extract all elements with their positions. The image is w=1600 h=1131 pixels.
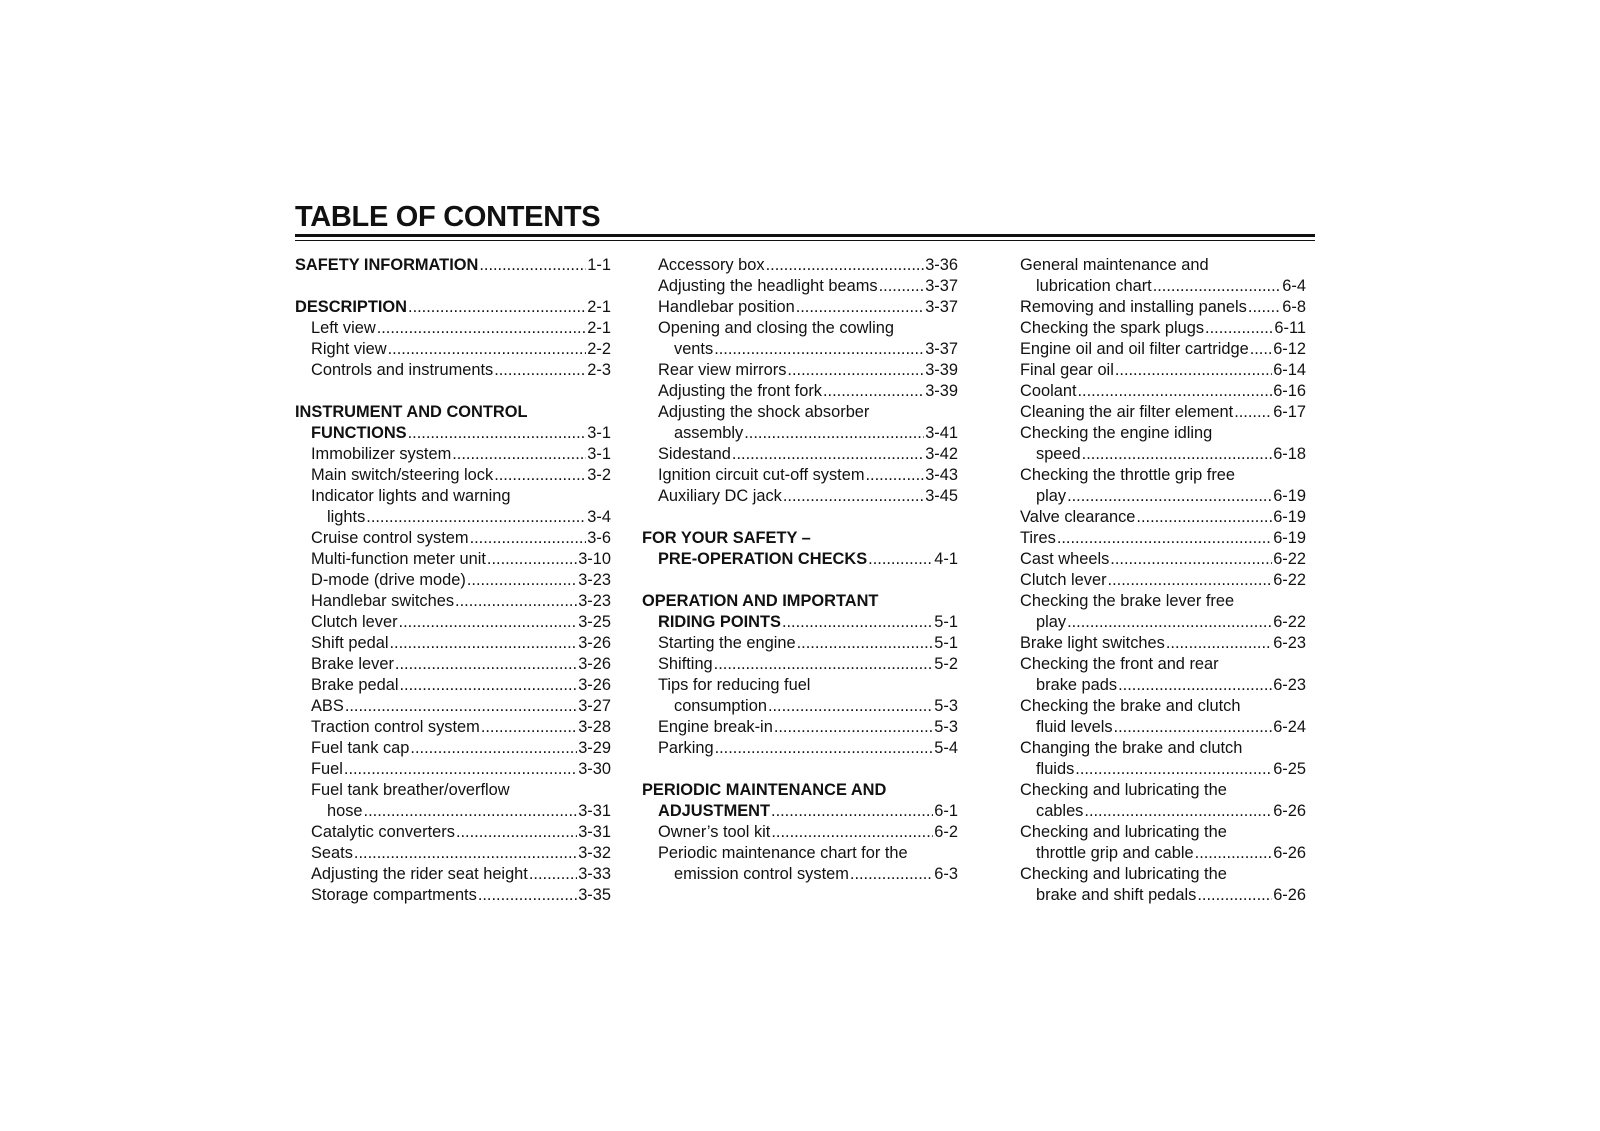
toc-entry-title-line: Checking the engine idling: [1020, 424, 1213, 442]
toc-entry-title-line: Fuel tank breather/overflow: [311, 781, 510, 799]
toc-entry: [1004, 360, 1306, 381]
toc-entry: [295, 696, 611, 717]
toc-page-number: 6-8: [1282, 298, 1306, 316]
dot-leader: [1078, 381, 1273, 402]
title-rule-thick: [295, 234, 1315, 237]
toc-entry-title: Coolant: [1020, 382, 1077, 400]
toc-page-number: 1-1: [587, 256, 611, 274]
toc-entry-title: Accessory box: [658, 256, 765, 274]
toc-entry-title: Cruise control system: [311, 529, 469, 547]
dot-leader: [850, 864, 933, 885]
toc-page-number: 3-39: [925, 361, 958, 379]
toc-entry: [1004, 528, 1306, 549]
toc-entry-title: brake pads: [1036, 676, 1118, 694]
toc-page-number: 6-12: [1273, 340, 1306, 358]
toc-entry: [295, 528, 611, 549]
toc-entry-title: Seats: [311, 844, 353, 862]
toc-page-number: 3-25: [578, 613, 611, 631]
toc-entry: [295, 675, 611, 696]
dot-leader: [410, 738, 577, 759]
dot-leader: [1250, 339, 1273, 360]
toc-entry-title: Valve clearance: [1020, 508, 1136, 526]
toc-page-number: 3-23: [578, 571, 611, 589]
toc-entry: [1004, 465, 1306, 507]
toc-page-number: 3-36: [925, 256, 958, 274]
toc-page-number: 3-43: [925, 466, 958, 484]
toc-entry: [642, 843, 958, 885]
dot-leader: [481, 717, 577, 738]
toc-entry-title: PRE-OPERATION CHECKS: [658, 550, 868, 568]
toc-section-entry: [642, 528, 958, 570]
toc-entry: [295, 843, 611, 864]
dot-leader: [345, 696, 577, 717]
toc-entry-title: Cast wheels: [1020, 550, 1110, 568]
toc-entry-title-line: Periodic maintenance chart for the: [658, 844, 908, 862]
toc-entry-title: Parking: [658, 739, 714, 757]
toc-page-number: 3-30: [578, 760, 611, 778]
toc-entry-title: Brake light switches: [1020, 634, 1165, 652]
toc-column-3: [1004, 255, 1306, 906]
toc-page-number: 3-37: [925, 277, 958, 295]
toc-page-number: 5-2: [934, 655, 958, 673]
toc-page-number: 3-1: [587, 445, 611, 463]
toc-entry: [1004, 864, 1306, 906]
toc-entry: [1004, 570, 1306, 591]
dot-leader: [452, 444, 586, 465]
toc-section-entry: [295, 255, 611, 276]
toc-page-number: 3-37: [925, 298, 958, 316]
dot-leader: [1197, 885, 1272, 906]
toc-entry-title: Fuel tank cap: [311, 739, 410, 757]
toc-page-number: 3-1: [587, 424, 611, 442]
dot-leader: [1114, 717, 1273, 738]
toc-entry: [1004, 549, 1306, 570]
dot-leader: [797, 633, 934, 654]
toc-page-number: 5-3: [934, 697, 958, 715]
toc-page-number: 6-26: [1273, 802, 1306, 820]
toc-entry-title-line: Checking the throttle grip free: [1020, 466, 1236, 484]
toc-entry: [1004, 318, 1306, 339]
toc-entry-title: D-mode (drive mode): [311, 571, 466, 589]
toc-entry: [1004, 633, 1306, 654]
toc-entry-title: Handlebar position: [658, 298, 795, 316]
toc-entry-title: Engine oil and oil filter cartridge: [1020, 340, 1249, 358]
toc-entry: [1004, 738, 1306, 780]
dot-leader: [494, 360, 586, 381]
toc-entry: [642, 675, 958, 717]
dot-leader: [1248, 297, 1281, 318]
toc-entry-title: Brake pedal: [311, 676, 399, 694]
toc-entry-title: speed: [1036, 445, 1081, 463]
toc-entry: [1004, 423, 1306, 465]
toc-entry-title-line: Opening and closing the cowling: [658, 319, 894, 337]
toc-entry: [295, 444, 611, 465]
dot-leader: [771, 801, 933, 822]
dot-leader: [868, 549, 933, 570]
toc-entry-title: ADJUSTMENT: [658, 802, 771, 820]
dot-leader: [732, 444, 924, 465]
toc-entry-title-line: Checking the brake and clutch: [1020, 697, 1241, 715]
toc-entry: [295, 318, 611, 339]
toc-entry-title: throttle grip and cable: [1036, 844, 1194, 862]
dot-leader: [771, 822, 933, 843]
toc-page-number: 2-3: [587, 361, 611, 379]
toc-entry-title: Main switch/steering lock: [311, 466, 494, 484]
toc-entry-title: vents: [674, 340, 714, 358]
dot-leader: [366, 507, 586, 528]
toc-entry-title-line: FOR YOUR SAFETY –: [642, 529, 811, 547]
toc-page-number: 6-14: [1273, 361, 1306, 379]
toc-entry-title: brake and shift pedals: [1036, 886, 1197, 904]
toc-section-entry: [642, 591, 958, 633]
toc-entry: [642, 318, 958, 360]
dot-leader: [395, 654, 577, 675]
toc-entry: [642, 297, 958, 318]
toc-entry-title: assembly: [674, 424, 744, 442]
toc-entry: [295, 612, 611, 633]
dot-leader: [1067, 486, 1272, 507]
toc-entry-title: Engine break-in: [658, 718, 773, 736]
toc-entry-title: Final gear oil: [1020, 361, 1114, 379]
toc-page-number: 6-16: [1273, 382, 1306, 400]
toc-page-number: 3-31: [578, 823, 611, 841]
toc-page-number: 6-22: [1273, 613, 1306, 631]
toc-entry-title: play: [1036, 487, 1067, 505]
dot-leader: [1067, 612, 1272, 633]
dot-leader: [1153, 276, 1282, 297]
toc-entry-title-line: Checking and lubricating the: [1020, 781, 1227, 799]
toc-entry: [1004, 255, 1306, 297]
toc-entry-title: consumption: [674, 697, 767, 715]
toc-page-number: 3-27: [578, 697, 611, 715]
toc-entry-title: Controls and instruments: [311, 361, 494, 379]
toc-page-number: 5-1: [934, 613, 958, 631]
toc-entry: [295, 864, 611, 885]
toc-entry: [1004, 297, 1306, 318]
toc-entry: [295, 759, 611, 780]
toc-entry: [1004, 381, 1306, 402]
toc-page-number: 5-4: [934, 739, 958, 757]
toc-entry: [642, 465, 958, 486]
toc-entry-title: fluids: [1036, 760, 1075, 778]
dot-leader: [1166, 633, 1272, 654]
dot-leader: [879, 276, 925, 297]
toc-entry: [295, 570, 611, 591]
toc-entry: [1004, 402, 1306, 423]
toc-entry-title: Checking the spark plugs: [1020, 319, 1205, 337]
dot-leader: [1084, 801, 1272, 822]
dot-leader: [823, 381, 924, 402]
toc-entry-title: Adjusting the rider seat height: [311, 865, 528, 883]
toc-page-number: 2-2: [587, 340, 611, 358]
dot-leader: [1136, 507, 1272, 528]
toc-page-number: 6-25: [1273, 760, 1306, 778]
toc-entry: [295, 780, 611, 822]
dot-leader: [494, 465, 586, 486]
toc-entry-title: Catalytic converters: [311, 823, 455, 841]
toc-entry-title-line: Indicator lights and warning: [311, 487, 511, 505]
toc-entry: [642, 717, 958, 738]
toc-page-number: 3-45: [925, 487, 958, 505]
toc-column-2: [642, 255, 958, 885]
dot-leader: [388, 339, 587, 360]
toc-page-number: 2-1: [587, 298, 611, 316]
toc-entry-title: SAFETY INFORMATION: [295, 256, 479, 274]
toc-page-number: 6-3: [934, 865, 958, 883]
dot-leader: [1082, 444, 1273, 465]
dot-leader: [768, 696, 933, 717]
toc-page-number: 5-1: [934, 634, 958, 652]
toc-entry-title: Clutch lever: [311, 613, 398, 631]
toc-entry: [1004, 507, 1306, 528]
dot-leader: [478, 885, 577, 906]
dot-leader: [399, 675, 577, 696]
toc-entry: [642, 654, 958, 675]
toc-entry: [642, 486, 958, 507]
toc-page-number: 6-17: [1273, 403, 1306, 421]
dot-leader: [1205, 318, 1273, 339]
toc-page-number: 6-24: [1273, 718, 1306, 736]
toc-entry-title-line: Checking the front and rear: [1020, 655, 1219, 673]
toc-entry: [295, 822, 611, 843]
dot-leader: [1075, 759, 1272, 780]
toc-entry-title-line: OPERATION AND IMPORTANT: [642, 592, 879, 610]
toc-entry-title: Removing and installing panels: [1020, 298, 1247, 316]
dot-leader: [783, 486, 924, 507]
toc-entry-title: Tires: [1020, 529, 1056, 547]
toc-entry-title-line: Checking and lubricating the: [1020, 865, 1227, 883]
toc-entry-title-line: Checking the brake lever free: [1020, 592, 1235, 610]
dot-leader: [529, 864, 577, 885]
toc-page-number: 3-31: [578, 802, 611, 820]
toc-entry-title: Auxiliary DC jack: [658, 487, 782, 505]
dot-leader: [408, 297, 586, 318]
toc-entry: [642, 738, 958, 759]
toc-page-number: 6-23: [1273, 676, 1306, 694]
toc-entry-title: Immobilizer system: [311, 445, 452, 463]
dot-leader: [1110, 549, 1272, 570]
dot-leader: [455, 591, 577, 612]
toc-entry: [295, 717, 611, 738]
toc-entry: [1004, 339, 1306, 360]
toc-entry: [295, 465, 611, 486]
toc-page-number: 6-22: [1273, 550, 1306, 568]
toc-entry-title: hose: [327, 802, 363, 820]
toc-entry-title: RIDING POINTS: [658, 613, 781, 631]
toc-page-number: 6-1: [934, 802, 958, 820]
toc-entry-title: Storage compartments: [311, 886, 477, 904]
toc-entry-title: Ignition circuit cut-off system: [658, 466, 865, 484]
toc-entry: [295, 654, 611, 675]
toc-entry: [1004, 696, 1306, 738]
toc-entry-title: Handlebar switches: [311, 592, 455, 610]
dot-leader: [467, 570, 577, 591]
toc-entry: [1004, 591, 1306, 633]
toc-entry-title: lubrication chart: [1036, 277, 1152, 295]
toc-entry-title: Traction control system: [311, 718, 480, 736]
toc-entry-title: fluid levels: [1036, 718, 1113, 736]
toc-entry: [642, 360, 958, 381]
toc-entry: [1004, 822, 1306, 864]
toc-page-number: 6-23: [1273, 634, 1306, 652]
dot-leader: [389, 633, 577, 654]
toc-entry: [642, 276, 958, 297]
toc-entry: [295, 738, 611, 759]
dot-leader: [782, 612, 933, 633]
toc-entry: [1004, 780, 1306, 822]
toc-section-entry: [642, 780, 958, 822]
page-title: TABLE OF CONTENTS: [295, 201, 601, 233]
toc-entry-title: Adjusting the front fork: [658, 382, 822, 400]
toc-entry-title: Right view: [311, 340, 387, 358]
dot-leader: [1195, 843, 1273, 864]
toc-entry: [295, 633, 611, 654]
toc-page-number: 6-4: [1282, 277, 1306, 295]
toc-entry-title-line: Changing the brake and clutch: [1020, 739, 1243, 757]
toc-page-number: 6-19: [1273, 529, 1306, 547]
toc-page-number: 3-26: [578, 676, 611, 694]
toc-page-number: 3-42: [925, 445, 958, 463]
toc-page-number: 6-19: [1273, 508, 1306, 526]
dot-leader: [1234, 402, 1272, 423]
dot-leader: [774, 717, 933, 738]
dot-leader: [487, 549, 577, 570]
toc-entry-title: Cleaning the air filter element: [1020, 403, 1234, 421]
toc-entry-title-line: Tips for reducing fuel: [658, 676, 811, 694]
toc-page-number: 3-26: [578, 655, 611, 673]
toc-entry-title: cables: [1036, 802, 1084, 820]
dot-leader: [377, 318, 587, 339]
toc-page-number: 3-33: [578, 865, 611, 883]
toc-page-number: 3-29: [578, 739, 611, 757]
toc-entry-title: lights: [327, 508, 366, 526]
dot-leader: [470, 528, 587, 549]
toc-entry-title: Shifting: [658, 655, 713, 673]
toc-entry-title-line: PERIODIC MAINTENANCE AND: [642, 781, 887, 799]
dot-leader: [456, 822, 577, 843]
dot-leader: [714, 339, 924, 360]
toc-entry-title: play: [1036, 613, 1067, 631]
toc-page-number: 3-28: [578, 718, 611, 736]
toc-entry: [642, 255, 958, 276]
toc-entry: [642, 633, 958, 654]
toc-page-number: 3-6: [587, 529, 611, 547]
toc-page-number: 6-26: [1273, 886, 1306, 904]
dot-leader: [865, 465, 924, 486]
toc-entry-title: ABS: [311, 697, 344, 715]
toc-page-number: 4-1: [934, 550, 958, 568]
toc-entry-title: Owner’s tool kit: [658, 823, 771, 841]
toc-entry-title-line: Checking and lubricating the: [1020, 823, 1227, 841]
toc-entry-title: emission control system: [674, 865, 849, 883]
toc-entry: [642, 822, 958, 843]
dot-leader: [1115, 360, 1272, 381]
dot-leader: [1118, 675, 1272, 696]
dot-leader: [766, 255, 925, 276]
toc-page-number: 3-37: [925, 340, 958, 358]
toc-page-number: 6-19: [1273, 487, 1306, 505]
toc-entry-title: FUNCTIONS: [311, 424, 407, 442]
toc-entry-title: Clutch lever: [1020, 571, 1107, 589]
toc-entry-title: Starting the engine: [658, 634, 796, 652]
toc-entry: [295, 360, 611, 381]
toc-entry-title: Multi-function meter unit: [311, 550, 486, 568]
toc-page-number: 3-26: [578, 634, 611, 652]
toc-page-number: 6-11: [1274, 319, 1306, 337]
toc-page-number: 3-2: [587, 466, 611, 484]
toc-entry: [1004, 654, 1306, 696]
toc-page-number: 3-32: [578, 844, 611, 862]
toc-entry-title: Shift pedal: [311, 634, 389, 652]
toc-entry-title: Fuel: [311, 760, 343, 778]
dot-leader: [344, 759, 577, 780]
toc-page-number: 6-26: [1273, 844, 1306, 862]
toc-entry-title: Sidestand: [658, 445, 731, 463]
toc-entry: [642, 444, 958, 465]
toc-entry: [295, 339, 611, 360]
dot-leader: [364, 801, 578, 822]
dot-leader: [479, 255, 586, 276]
dot-leader: [796, 297, 925, 318]
dot-leader: [1108, 570, 1273, 591]
toc-entry-title-line: Adjusting the shock absorber: [658, 403, 870, 421]
dot-leader: [744, 423, 924, 444]
dot-leader: [354, 843, 577, 864]
toc-entry-title: Rear view mirrors: [658, 361, 787, 379]
toc-entry-title-line: General maintenance and: [1020, 256, 1209, 274]
toc-entry: [295, 549, 611, 570]
toc-page-number: 3-4: [587, 508, 611, 526]
toc-column-1: [295, 255, 611, 906]
toc-entry: [295, 591, 611, 612]
dot-leader: [787, 360, 924, 381]
toc-entry-title-line: INSTRUMENT AND CONTROL: [295, 403, 528, 421]
toc-page-number: 3-41: [925, 424, 958, 442]
dot-leader: [1057, 528, 1272, 549]
toc-section-entry: [295, 402, 611, 444]
toc-page-number: 3-23: [578, 592, 611, 610]
toc-page-number: 3-10: [578, 550, 611, 568]
dot-leader: [399, 612, 578, 633]
toc-page-number: 5-3: [934, 718, 958, 736]
toc-page-number: 6-2: [934, 823, 958, 841]
toc-page-number: 3-39: [925, 382, 958, 400]
dot-leader: [408, 423, 587, 444]
toc-page-number: 6-18: [1273, 445, 1306, 463]
toc-entry: [642, 402, 958, 444]
toc-entry-title: DESCRIPTION: [295, 298, 408, 316]
toc-entry-title: Brake lever: [311, 655, 394, 673]
toc-entry: [295, 486, 611, 528]
toc-entry-title: Left view: [311, 319, 376, 337]
dot-leader: [714, 654, 934, 675]
toc-entry: [642, 381, 958, 402]
title-rule-thin: [295, 240, 1315, 241]
dot-leader: [715, 738, 934, 759]
toc-section-entry: [295, 297, 611, 318]
toc-page-number: 2-1: [587, 319, 611, 337]
toc-entry: [295, 885, 611, 906]
toc-page-number: 6-22: [1273, 571, 1306, 589]
toc-page-number: 3-35: [578, 886, 611, 904]
toc-entry-title: Adjusting the headlight beams: [658, 277, 878, 295]
